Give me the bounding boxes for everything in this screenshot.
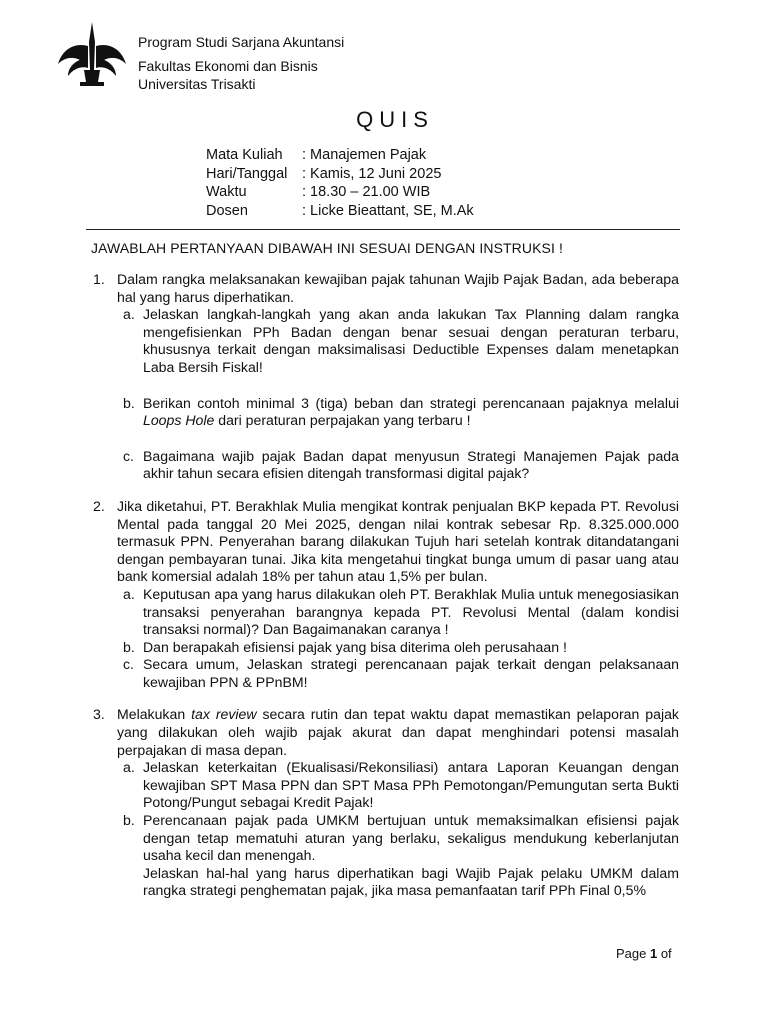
- question-text-part: secara rutin dan tepat waktu dapat memastikan pelaporan pajak yang dilakukan oleh wajib pajak akurat dan dapat menghindari potensi masalah perpajakan di masa depan.: [117, 706, 679, 758]
- question-number: 2.: [93, 497, 105, 514]
- sub-question: [123, 639, 679, 657]
- sub-question-text: Perencanaan pajak pada UMKM bertujuan untuk memaksimalkan efisiensi pajak dengan tetap mematuhi aturan yang berlaku, sekaligus mendukung keberlanjutan usaha kecil dan menengah.: [143, 812, 679, 864]
- sub-question-letter: b.: [123, 394, 135, 411]
- page-number-suffix: of: [657, 946, 672, 961]
- sub-question-text: [143, 395, 679, 430]
- emphasis-text: tax review: [191, 706, 257, 723]
- question-number: 1.: [93, 271, 105, 287]
- sub-question: [123, 812, 679, 900]
- exam-info: [206, 146, 474, 220]
- question-number: 3.: [93, 706, 105, 723]
- faculty-name: Fakultas Ekonomi dan Bisnis: [138, 58, 318, 74]
- exam-info-label: Hari/Tanggal: [206, 165, 288, 182]
- university-name: Universitas Trisakti: [138, 76, 256, 92]
- question-text-part: Melakukan: [117, 706, 192, 723]
- page-title: QUIS: [356, 107, 434, 132]
- sub-question-text-part: Berikan contoh minimal 3 (tiga) beban dan strategi perencanaan pajaknya melalui: [143, 394, 679, 411]
- sub-question-letter: b.: [123, 638, 135, 655]
- sub-question-text: Jelaskan langkah-langkah yang akan anda lakukan Tax Planning dalam rangka mengefisienkan PPh Badan dengan benar sesuai dengan peraturan terbaru, khususnya terkait dengan maksimalisasi Deductible Expenses dalam menetapkan Laba Bersih Fiskal!: [143, 306, 679, 375]
- page-number: [616, 946, 672, 961]
- question-2: [93, 498, 679, 692]
- page-number-prefix: Page: [616, 946, 650, 961]
- instruction-heading: JAWABLAH PERTANYAAN DIBAWAH INI SESUAI DENGAN INSTRUKSI !: [91, 240, 563, 256]
- exam-info-row: [206, 183, 474, 202]
- sub-question-text: Jelaskan keterkaitan (Ekualisasi/Rekonsiliasi) antara Laporan Keuangan dengan kewajiban SPT Masa PPN dan SPT Masa PPh Pemotongan/Pemungutan serta Bukti Potong/Pungut sebagai Kredit Pajak!: [143, 759, 679, 811]
- sub-question-letter: a.: [123, 759, 135, 776]
- sub-question: [123, 656, 679, 691]
- sub-question-letter: a.: [123, 306, 135, 323]
- exam-info-row: [206, 146, 474, 165]
- sub-question-text: Bagaimana wajib pajak Badan dapat menyusun Strategi Manajemen Pajak pada akhir tahun secara efisien ditengah transformasi digital pajak?: [143, 447, 679, 482]
- sub-question-text-part: dari peraturan perpajakan yang terbaru !: [214, 412, 471, 429]
- exam-info-value: : Licke Bieattant, SE, M.Ak: [302, 202, 474, 219]
- sub-question-text: Keputusan apa yang harus dilakukan oleh PT. Berakhlak Mulia untuk menegosiasikan transaksi penyerahan barangnya kepada PT. Revolusi Mental (dalam kondisi transaksi normal)? Dan Bagaimanakan caranya !: [143, 585, 679, 638]
- sub-question: [123, 306, 679, 376]
- question-3: [93, 706, 679, 900]
- exam-info-value: : Kamis, 12 Juni 2025: [302, 165, 442, 182]
- exam-info-label: Dosen: [206, 202, 248, 219]
- question-text: [117, 706, 679, 759]
- sub-question-text: Dan berapakah efisiensi pajak yang bisa diterima oleh perusahaan !: [143, 638, 567, 655]
- sub-question: [123, 395, 679, 430]
- sub-question-text-continued: Jelaskan hal-hal yang harus diperhatikan bagi Wajib Pajak pelaku UMKM dalam rangka strategi penghematan pajak, jika masa pemanfaatan tarif PPh Final 0,5%: [143, 864, 679, 899]
- sub-question: [123, 448, 679, 483]
- question-text: Dalam rangka melaksanakan kewajiban pajak tahunan Wajib Pajak Badan, ada beberapa hal yang harus diperhatikan.: [117, 271, 679, 305]
- exam-info-label: Waktu: [206, 184, 247, 200]
- university-logo-icon: [54, 20, 130, 90]
- horizontal-divider: [86, 229, 680, 230]
- sub-question: [123, 759, 679, 812]
- exam-info-value: : Manajemen Pajak: [302, 147, 427, 163]
- emphasis-text: Loops Hole: [143, 412, 215, 429]
- sub-question-letter: c.: [123, 447, 134, 464]
- sub-question-body: [143, 812, 679, 900]
- exam-info-label: Mata Kuliah: [206, 147, 283, 163]
- sub-question-letter: a.: [123, 585, 135, 602]
- exam-info-value: : 18.30 – 21.00 WIB: [302, 184, 431, 200]
- exam-info-row: [206, 202, 474, 221]
- question-1: [93, 271, 679, 483]
- page-number-value: 1: [649, 946, 658, 961]
- sub-question-letter: c.: [123, 656, 134, 673]
- program-name: Program Studi Sarjana Akuntansi: [138, 34, 345, 50]
- questions-list: [93, 271, 679, 900]
- sub-question-text: Secara umum, Jelaskan strategi perencanaan pajak terkait dengan pelaksanaan kewajiban PPN & PPnBM!: [143, 656, 679, 690]
- question-text: Jika diketahui, PT. Berakhlak Mulia mengikat kontrak penjualan BKP kepada PT. Revolusi Mental pada tanggal 20 Mei 2025, dengan nilai kontrak sebesar Rp. 8.325.000.000 termasuk PPN. Penyerahan barang dilakukan Tujuh hari setelah kontrak ditandatangani dengan pembayaran tunai. Jika kita mengetahui tingkat bunga umum di pasar uang atau bank komersial adalah 18% per tahun atau 1,5% per bulan.: [117, 497, 679, 585]
- sub-question-letter: b.: [123, 812, 135, 829]
- sub-question: [123, 586, 679, 639]
- exam-info-row: [206, 165, 474, 184]
